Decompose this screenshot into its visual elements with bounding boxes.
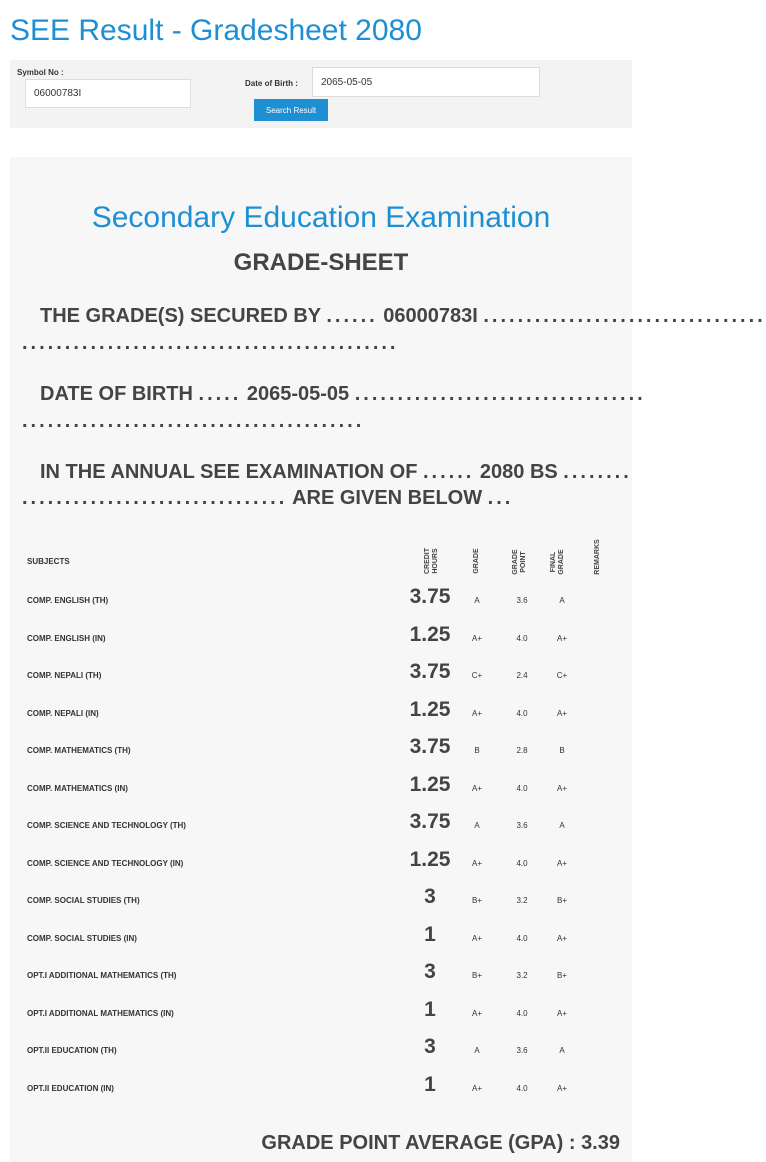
grade-point-cell: 3.6 — [516, 1046, 528, 1055]
table-row — [22, 1073, 622, 1103]
final-grade-cell: B — [559, 746, 565, 755]
gpa-value: 3.39 — [581, 1132, 620, 1154]
credit-hours-cell: 3.75 — [409, 660, 451, 683]
header-final-grade: FINAL GRADE — [550, 549, 565, 575]
credit-hours-cell: 1.25 — [409, 622, 451, 646]
final-grade-cell: A+ — [556, 858, 567, 868]
final-grade-cell: A+ — [556, 933, 567, 943]
table-row — [22, 923, 622, 953]
table-header — [22, 535, 622, 585]
subject-cell: OPT.II EDUCATION (IN) — [27, 1083, 114, 1093]
header-grade: GRADE — [473, 548, 480, 574]
credit-hours-cell: 3.75 — [409, 585, 451, 608]
header-grade-point: GRADE POINT — [512, 549, 527, 575]
credit-hours-cell: 1.25 — [409, 772, 451, 796]
grade-point-cell: 2.8 — [516, 746, 528, 755]
subject-cell: COMP. NEPALI (IN) — [27, 708, 99, 718]
grade-point-cell: 2.4 — [516, 671, 528, 680]
grade-cell: C+ — [471, 671, 483, 680]
credit-hours-cell: 1 — [424, 922, 436, 946]
final-grade-cell: A+ — [556, 783, 567, 793]
exam-line-label: IN THE ANNUAL SEE EXAMINATION OF — [40, 461, 418, 483]
final-grade-cell: A — [559, 1046, 565, 1055]
table-row — [22, 848, 622, 878]
given-below-text: ARE GIVEN BELOW — [292, 487, 483, 509]
table-row — [22, 585, 622, 615]
grade-point-cell: 4.0 — [516, 858, 528, 868]
grade-cell: B+ — [471, 896, 482, 905]
grade-cell: A+ — [471, 858, 482, 868]
subject-cell: COMP. SOCIAL STUDIES (TH) — [27, 896, 140, 905]
grade-point-cell: 3.6 — [516, 596, 528, 605]
subject-cell: COMP. SCIENCE AND TECHNOLOGY (IN) — [27, 858, 184, 868]
dob-line-label: DATE OF BIRTH — [40, 383, 193, 405]
credit-hours-cell: 1 — [424, 997, 436, 1021]
final-grade-cell: A — [559, 596, 565, 605]
credit-hours-cell: 3.75 — [409, 735, 451, 758]
final-grade-cell: B+ — [556, 971, 567, 980]
subject-cell: COMP. SOCIAL STUDIES (IN) — [27, 933, 137, 943]
grade-cell: A+ — [471, 708, 482, 718]
final-grade-cell: A+ — [556, 633, 567, 643]
table-row — [22, 1035, 622, 1065]
grade-cell: A+ — [471, 633, 482, 643]
header-remarks: REMARKS — [594, 539, 601, 575]
grade-point-cell: 3.2 — [516, 896, 528, 905]
dob-input[interactable] — [312, 67, 540, 97]
subject-cell: COMP. MATHEMATICS (TH) — [27, 746, 131, 755]
given-below-line: ............................... ARE GIVEN BELOW ... — [22, 487, 514, 509]
final-grade-cell: A — [559, 821, 565, 830]
table-row — [22, 735, 622, 765]
grade-point-cell: 4.0 — [516, 933, 528, 943]
table-row — [22, 698, 622, 728]
table-row — [22, 810, 622, 840]
credit-hours-cell: 1.25 — [409, 847, 451, 871]
dob-label: Date of Birth : — [245, 79, 298, 88]
subject-cell: COMP. SCIENCE AND TECHNOLOGY (TH) — [27, 821, 186, 830]
grade-point-cell: 4.0 — [516, 633, 528, 643]
final-grade-cell: A+ — [556, 708, 567, 718]
credit-hours-cell: 3.75 — [409, 810, 451, 833]
subject-cell: OPT.I ADDITIONAL MATHEMATICS (IN) — [27, 1008, 174, 1018]
grade-cell: A — [474, 821, 480, 830]
dob-line: DATE OF BIRTH ..... 2065-05-05 .................................. — [40, 383, 646, 405]
search-panel — [10, 60, 632, 128]
credit-hours-cell: 3 — [424, 960, 436, 983]
subject-cell: OPT.I ADDITIONAL MATHEMATICS (TH) — [27, 971, 177, 980]
grade-cell: B+ — [471, 971, 482, 980]
grade-cell: A — [474, 1046, 480, 1055]
header-credit-hours: CREDIT HOURS — [424, 547, 439, 575]
grade-point-cell: 4.0 — [516, 783, 528, 793]
table-row — [22, 623, 622, 653]
dots-line: ........................................ — [22, 410, 365, 432]
subject-cell: COMP. NEPALI (TH) — [27, 671, 102, 680]
exam-line-year: 2080 BS — [479, 461, 558, 483]
dob-line-value: 2065-05-05 — [246, 383, 350, 405]
exam-title: Secondary Education Examination — [91, 201, 551, 234]
subject-cell: COMP. MATHEMATICS (IN) — [27, 783, 128, 793]
gradesheet-title: GRADE-SHEET — [233, 249, 409, 276]
table-row — [22, 998, 622, 1028]
grade-cell: A+ — [471, 783, 482, 793]
secured-by-label: THE GRADE(S) SECURED BY — [40, 305, 321, 327]
symbol-input[interactable] — [25, 79, 191, 108]
secured-by-value: 06000783I — [383, 305, 478, 327]
grade-cell: A+ — [471, 1008, 482, 1018]
grade-point-cell: 3.2 — [516, 971, 528, 980]
symbol-label: Symbol No : — [17, 68, 64, 77]
grade-cell: B — [474, 746, 480, 755]
final-grade-cell: A+ — [556, 1083, 567, 1093]
final-grade-cell: B+ — [556, 896, 567, 905]
grade-point-cell: 4.0 — [516, 1083, 528, 1093]
final-grade-cell: C+ — [556, 671, 568, 680]
header-subjects: SUBJECTS — [27, 557, 70, 566]
gpa-label: GRADE POINT AVERAGE (GPA) : — [261, 1132, 576, 1154]
final-grade-cell: A+ — [556, 1008, 567, 1018]
credit-hours-cell: 1.25 — [409, 697, 451, 721]
search-result-button[interactable]: Search Result — [254, 99, 328, 121]
grade-cell: A — [474, 596, 480, 605]
credit-hours-cell: 3 — [424, 1035, 436, 1058]
gradesheet — [10, 157, 766, 1162]
credit-hours-cell: 1 — [424, 1072, 436, 1096]
table-row — [22, 885, 622, 915]
dots-line: ............................................ — [22, 332, 399, 354]
gpa-line — [261, 1132, 620, 1155]
page-title: SEE Result - Gradesheet 2080 — [10, 14, 422, 47]
grade-point-cell: 3.6 — [516, 821, 528, 830]
grade-point-cell: 4.0 — [516, 708, 528, 718]
credit-hours-cell: 3 — [424, 885, 436, 908]
secured-by-line: THE GRADE(S) SECURED BY ...... 06000783I ................................. — [40, 305, 766, 327]
exam-line: IN THE ANNUAL SEE EXAMINATION OF ...... 2080 BS ........ — [40, 461, 632, 483]
table-row — [22, 660, 622, 690]
table-row — [22, 960, 622, 990]
grade-cell: A+ — [471, 933, 482, 943]
subject-cell: COMP. ENGLISH (TH) — [27, 596, 109, 605]
subject-cell: COMP. ENGLISH (IN) — [27, 633, 106, 643]
subject-cell: OPT.II EDUCATION (TH) — [27, 1046, 117, 1055]
grade-point-cell: 4.0 — [516, 1008, 528, 1018]
table-row — [22, 773, 622, 803]
grade-cell: A+ — [471, 1083, 482, 1093]
